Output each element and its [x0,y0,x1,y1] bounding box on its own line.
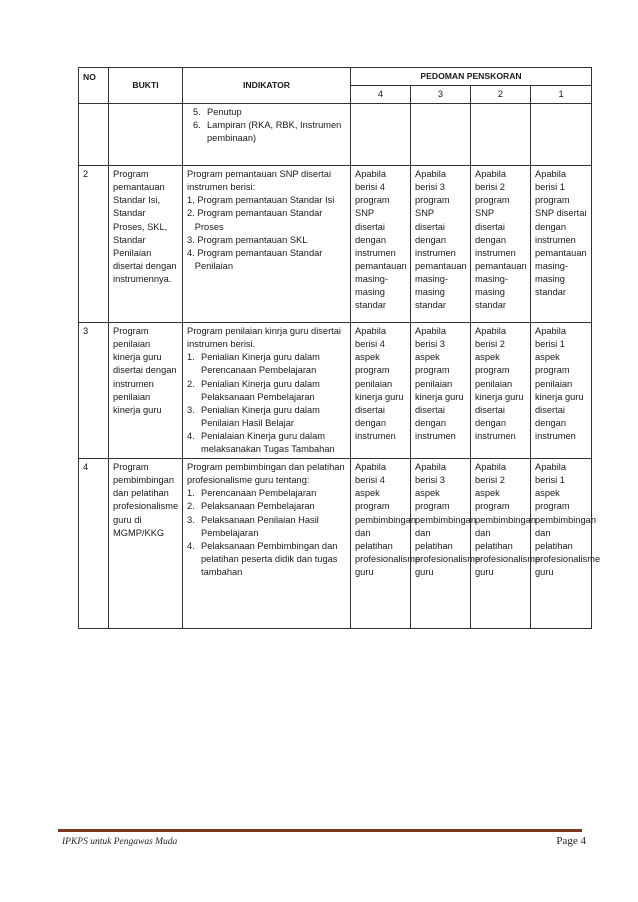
cell-score-3 [411,104,471,166]
cell-no: 2 [79,166,109,323]
list-item: 1. Perencanaan Pembelajaran [187,488,317,499]
cell-indikator [183,104,351,166]
cell-score-2: Apabila berisi 2 program SNP disertai dengan instrumen pemantauan masing-masing standar [471,166,531,323]
cell-score-4: Apabila berisi 4 program SNP disertai dengan instrumen pemantauan masing-masing standar [351,166,411,323]
cell-bukti [109,104,183,166]
cell-score-2: Apabila berisi 2 aspek program pembimbingan dan pelatihan profesionalisme guru [471,459,531,629]
cell-score-4 [351,104,411,166]
cell-score-3: Apabila berisi 3 program SNP disertai dengan instrumen pemantauan masing-masing standar [411,166,471,323]
cell-no: 4 [79,459,109,629]
cell-score-1: Apabila berisi 1 aspek program penilaian kinerja guru disertai dengan instrumen [531,323,592,459]
cell-score-3: Apabila berisi 3 aspek program pembimbingan dan pelatihan profesionalisme guru [411,459,471,629]
header-indikator: INDIKATOR [183,68,351,104]
header-score-3: 3 [411,86,471,104]
table-row-continuation [79,104,592,166]
header-score-2: 2 [471,86,531,104]
cell-no: 3 [79,323,109,459]
cell-bukti: Program pembimbingan dan pelatihan profesionalisme guru di MGMP/KKG [109,459,183,629]
list-item: 3. Pelaksanaan Penilaian Hasil Pembelajaran [187,514,319,538]
cell-indikator [183,323,351,459]
table-row-3 [79,323,592,459]
header-pedoman-penskoran: PEDOMAN PENSKORAN [351,68,592,86]
indikator-intro: Program penilaian kinrja guru disertai instrumen berisi. [187,326,341,350]
list-item: 3. Penialian Kinerja guru dalam Penilaian Hasil Belajar [187,404,320,428]
list-item: 6. Lampiran (RKA, RBK, Instrumen pembinaan) [193,120,342,144]
list-item: 1. Penialian Kinerja guru dalam Perencanaan Pembelajaran [187,352,320,376]
footer-rule [58,829,582,832]
cell-bukti: Program penilaian kinerja guru disertai dengan instrumen penilaian kinerja guru [109,323,183,459]
header-bukti: BUKTI [109,68,183,104]
page-number: Page 4 [556,835,586,847]
cell-score-2 [471,104,531,166]
header-no: NO [79,68,109,104]
list-item: 4. Pelaksanaan Pembimbingan dan pelatihan peserta didik dan tugas tambahan [187,540,338,577]
cell-score-4: Apabila berisi 4 aspek program pembimbingan dan pelatihan profesionalisme guru [351,459,411,629]
cell-score-2: Apabila berisi 2 aspek program penilaian kinerja guru disertai dengan instrumen [471,323,531,459]
list-item: 2. Penialian Kinerja guru dalam Pelaksanaan Pembelajaran [187,378,320,402]
table-row-4 [79,459,592,629]
rubric-table [78,67,601,629]
cell-score-4: Apabila berisi 4 aspek program penilaian kinerja guru disertai dengan instrumen [351,323,411,459]
list-item: 4. Penialaian Kinerja guru dalam melaksanakan Tugas Tambahan [187,430,335,455]
list-item: 2. Pelaksanaan Pembelajaran [187,501,315,512]
cell-score-1 [531,104,592,166]
cell-score-3: Apabila berisi 3 aspek program penilaian kinerja guru disertai dengan instrumen [411,323,471,459]
footer-title: IPKPS untuk Pengawas Muda [62,837,178,847]
cell-score-1: Apabila berisi 1 program SNP disertai dengan instrumen pemantauan masing-masing standar [531,166,592,323]
cell-indikator: Program pemantauan SNP disertai instrumen berisi: 1, Program pemantauan Standar Isi 2. Program pemantauan Standar Proses 3. Program pemantauan SKL 4. Program pemantauan Standar Penilaian [183,166,351,323]
cell-indikator [183,459,351,629]
indikator-intro: Program pembimbingan dan pelatihan profesionalisme guru tentang: [187,462,345,486]
cell-score-1: Apabila berisi 1 aspek program pembimbingan dan pelatihan profesionalisme guru [531,459,592,629]
table-row-2 [79,166,592,323]
header-score-1: 1 [531,86,592,104]
cell-no [79,104,109,166]
cell-bukti: Program pemantauan Standar Isi, Standar Proses, SKL, Standar Penilaian disertai dengan instrumennya. [109,166,183,323]
header-score-4: 4 [351,86,411,104]
list-item: 5. Penutup [193,107,242,118]
